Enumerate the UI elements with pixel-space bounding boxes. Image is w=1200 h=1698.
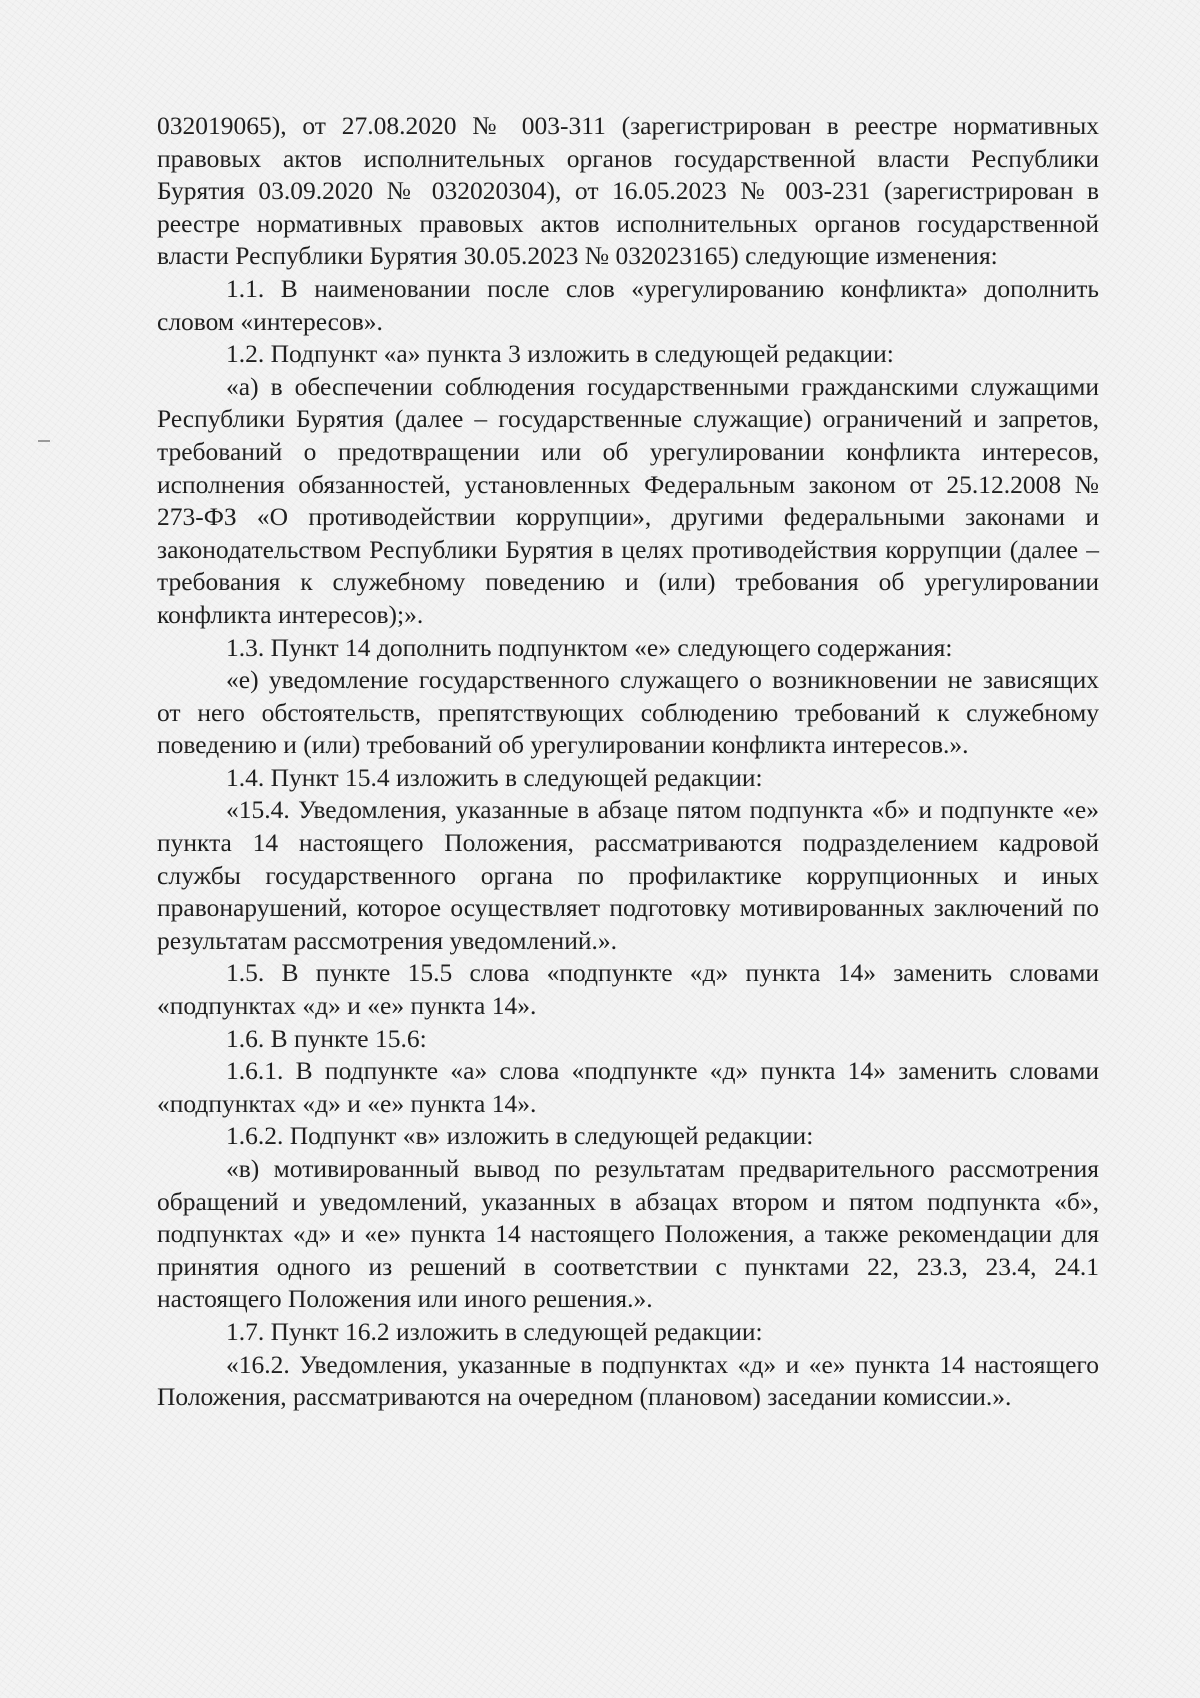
paragraph-1-6-2-text: «в) мотивированный вывод по результатам предварительного рассмотрения обращений и уведомлений, указанных в абзацах втором и пятом подпункта «б», подпунктах «д» и «е» пункта 14 настоящего Положения, а также рекомендации для принятия одного из решений в соответствии с пунктами 22, 23.3, 23.4, 24.1 настоящего Положения или иного решения.». xyxy=(157,1154,1099,1314)
paragraph-1-7-text: «16.2. Уведомления, указанные в подпунктах «д» и «е» пункта 14 настоящего Положения, рассматриваются на очередном (плановом) заседании комиссии.». xyxy=(157,1349,1099,1412)
paragraph-amendment-list-continuation: 032019065), от 27.08.2020 № 003-311 (зарегистрирован в реестре нормативных правовых актов исполнительных органов государственной власти Республики Бурятия 03.09.2020 № 032020304), от 16.05.2023 № 003-231 (зарегистрирован в реестре нормативных правовых актов исполнительных органов государственной власти Республики Бурятия 30.05.2023 № 032023165) следующие изменения: xyxy=(157,111,1099,271)
document-body xyxy=(157,110,1099,1414)
paragraph-1-1: 1.1. В наименовании после слов «урегулированию конфликта» дополнить словом «интересов». xyxy=(157,273,1099,336)
paragraph-1-4: 1.4. Пункт 15.4 изложить в следующей редакции: xyxy=(226,762,763,792)
paragraph-1-6: 1.6. В пункте 15.6: xyxy=(226,1023,427,1053)
paragraph-1-7: 1.7. Пункт 16.2 изложить в следующей редакции: xyxy=(226,1316,763,1346)
paragraph-1-6-2: 1.6.2. Подпункт «в» изложить в следующей редакции: xyxy=(226,1121,814,1151)
paragraph-1-2: 1.2. Подпункт «а» пункта 3 изложить в следующей редакции: xyxy=(226,339,894,369)
paragraph-1-5: 1.5. В пункте 15.5 слова «подпункте «д» пункта 14» заменить словами «подпунктах «д» и «е» пункта 14». xyxy=(157,958,1099,1021)
paragraph-1-6-1: 1.6.1. В подпункте «а» слова «подпункте «д» пункта 14» заменить словами «подпунктах «д» и «е» пункта 14». xyxy=(157,1056,1099,1118)
paragraph-1-2-text: «а) в обеспечении соблюдения государственными гражданскими служащими Республики Бурятия (далее – государственные служащие) ограничений и запретов, требований о предотвращении или об урегулировании конфликта интересов, исполнения обязанностей, установленных Федеральным законом от 25.12.2008 № 273-ФЗ «О противодействии коррупции», другими федеральными законами и законодательством Республики Бурятия в целях противодействия коррупции (далее – требования к служебному поведению и (или) требования об урегулировании конфликта интересов);». xyxy=(157,371,1099,629)
scan-artifact-mark xyxy=(38,440,50,442)
paragraph-1-4-text: «15.4. Уведомления, указанные в абзаце пятом подпункта «б» и подпункте «е» пункта 14 настоящего Положения, рассматриваются подразделением кадровой службы государственного органа по профилактике коррупционных и иных правонарушений, которое осуществляет подготовку мотивированных заключений по результатам рассмотрения уведомлений.». xyxy=(157,795,1099,955)
paragraph-1-3: 1.3. Пункт 14 дополнить подпунктом «е» следующего содержания: xyxy=(226,632,953,662)
paragraph-1-3-text: «е) уведомление государственного служащего о возникновении не зависящих от него обстоятельств, препятствующих соблюдению требований к служебному поведению и (или) требований об урегулировании конфликта интересов.». xyxy=(157,665,1099,760)
